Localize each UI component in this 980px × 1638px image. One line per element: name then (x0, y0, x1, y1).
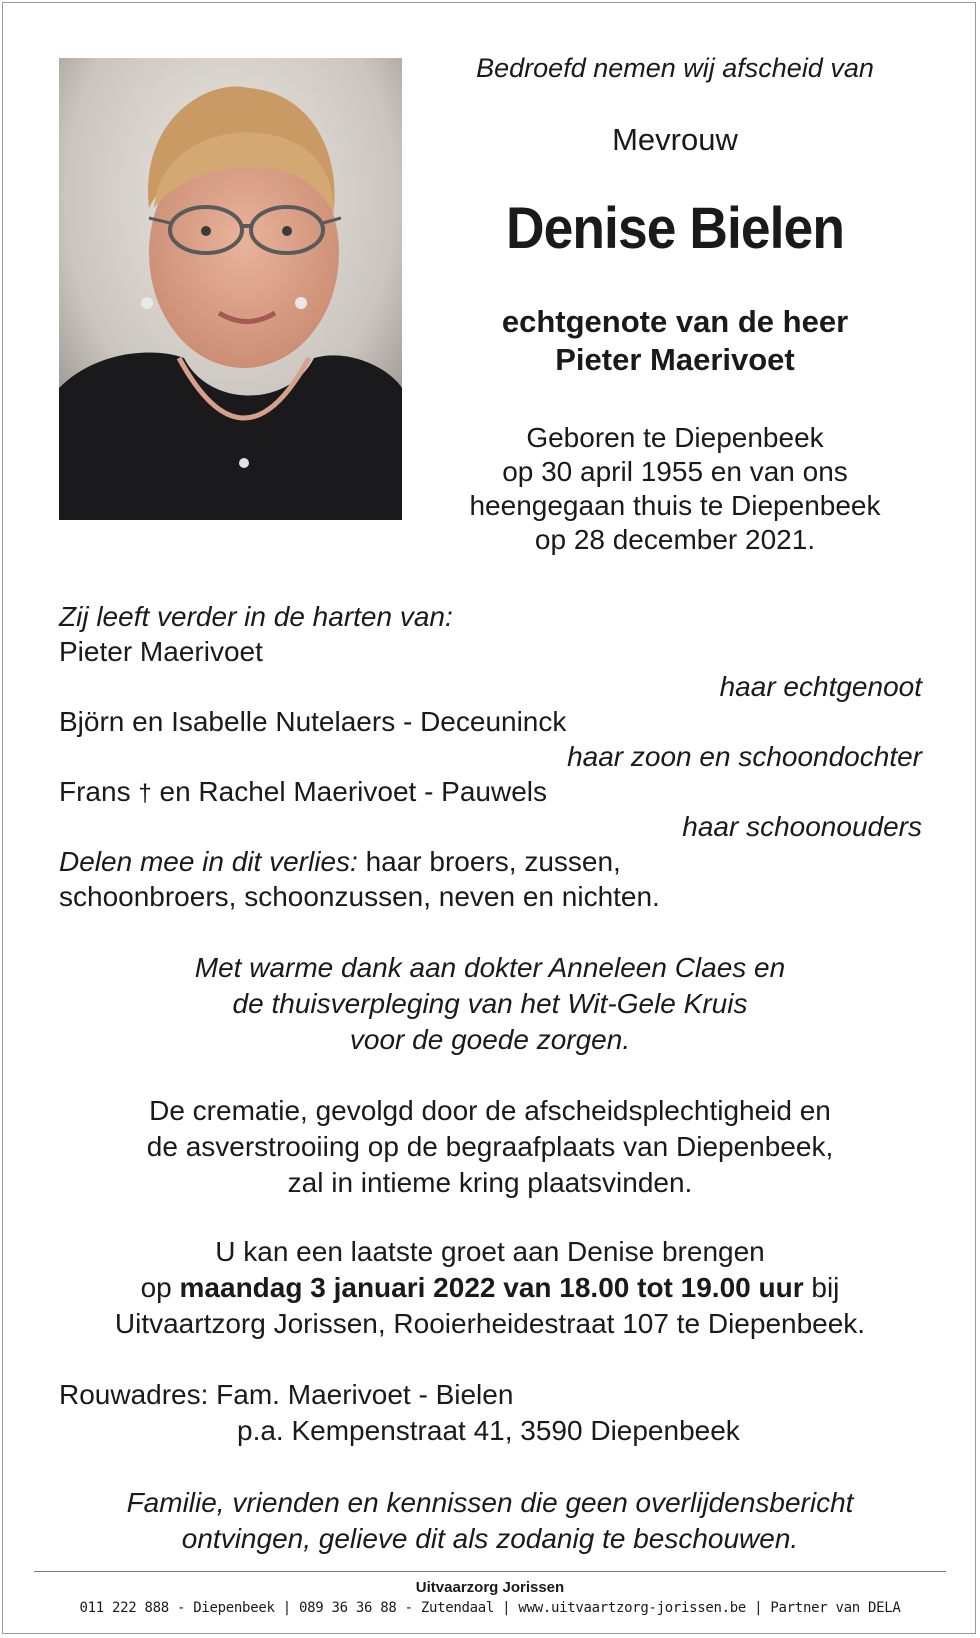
spouse-line-2: Pieter Maerivoet (555, 342, 795, 377)
portrait-image (59, 58, 402, 520)
birth-line: Geboren te Diepenbeek (526, 422, 824, 453)
funeral-home-contact: 011 222 888 - Diepenbeek | 089 36 36 88 - Zutendaal | www.uitvaartzorg-jorissen.be | Partner van DELA (79, 1600, 901, 1616)
visit-pre: op (140, 1272, 172, 1303)
family-member-relation: haar echtgenoot (719, 671, 922, 702)
birth-line: op 30 april 1955 en van ons (502, 456, 848, 487)
cremation-line: De crematie, gevolgd door de afscheidsplechtigheid en (149, 1095, 831, 1126)
visit-post: bij (811, 1272, 840, 1303)
birth-line: heengegaan thuis te Diepenbeek (469, 490, 881, 521)
cremation-line: de asverstrooiing op de begraafplaats van Diepenbeek, (146, 1131, 834, 1162)
funeral-home-name: Uitvaarzorg Jorissen (415, 1579, 565, 1596)
family-member-name-part: en Rachel Maerivoet - Pauwels (159, 776, 548, 807)
thanks-line: de thuisverpleging van het Wit-Gele Kruis (232, 988, 748, 1019)
visit-section (40, 1234, 940, 1342)
sharing-line (59, 845, 621, 879)
notice-line: Familie, vrienden en kennissen die geen overlijdensbericht (126, 1487, 854, 1518)
family-member-relation: haar zoon en schoondochter (567, 741, 922, 772)
address-line-2: p.a. Kempenstraat 41, 3590 Diepenbeek (237, 1415, 740, 1446)
birth-line: op 28 december 2021. (534, 524, 816, 555)
family-member-relation: haar schoonouders (682, 811, 922, 842)
notice-section (40, 1485, 940, 1557)
notice-line: ontvingen, gelieve dit als zodanig te beschouwen. (181, 1523, 799, 1554)
thanks-section (40, 950, 940, 1058)
visit-date-time: maandag 3 januari 2022 van 18.00 tot 19.00 uur (179, 1272, 804, 1303)
deceased-name: Denise Bielen (506, 196, 844, 261)
thanks-line: voor de goede zorgen. (349, 1024, 631, 1055)
footer-divider (34, 1571, 946, 1572)
sharing-text: haar broers, zussen, (365, 846, 621, 877)
cremation-section (40, 1093, 940, 1201)
intro-text: Bedroefd nemen wij afscheid van (476, 53, 874, 83)
visit-line-1: U kan een laatste groet aan Denise brengen (215, 1236, 765, 1267)
spouse-line-1: echtgenote van de heer (501, 304, 849, 339)
honorific: Mevrouw (612, 122, 738, 157)
cross-icon: † (138, 780, 152, 807)
spouse-info (430, 303, 920, 379)
visit-line-2 (40, 1270, 940, 1306)
family-member-name-part: Frans (59, 776, 131, 807)
family-member-name: Pieter Maerivoet (59, 636, 263, 667)
address-line-1: Rouwadres: Fam. Maerivoet - Bielen (59, 1379, 514, 1410)
sharing-text-2: schoonbroers, schoonzussen, neven en nichten. (59, 881, 660, 912)
family-member-name (59, 775, 547, 811)
family-heading: Zij leeft verder in de harten van: (59, 601, 453, 632)
cremation-line: zal in intieme kring plaatsvinden. (287, 1167, 693, 1198)
thanks-line: Met warme dank aan dokter Anneleen Claes en (194, 952, 786, 983)
visit-line-3: Uitvaartzorg Jorissen, Rooierheidestraat 107 te Diepenbeek. (114, 1308, 866, 1339)
family-member-name: Björn en Isabelle Nutelaers - Deceuninck (59, 706, 567, 737)
sharing-label: Delen mee in dit verlies: (59, 846, 358, 877)
portrait-photo (59, 58, 402, 520)
birth-death-info (430, 421, 920, 557)
